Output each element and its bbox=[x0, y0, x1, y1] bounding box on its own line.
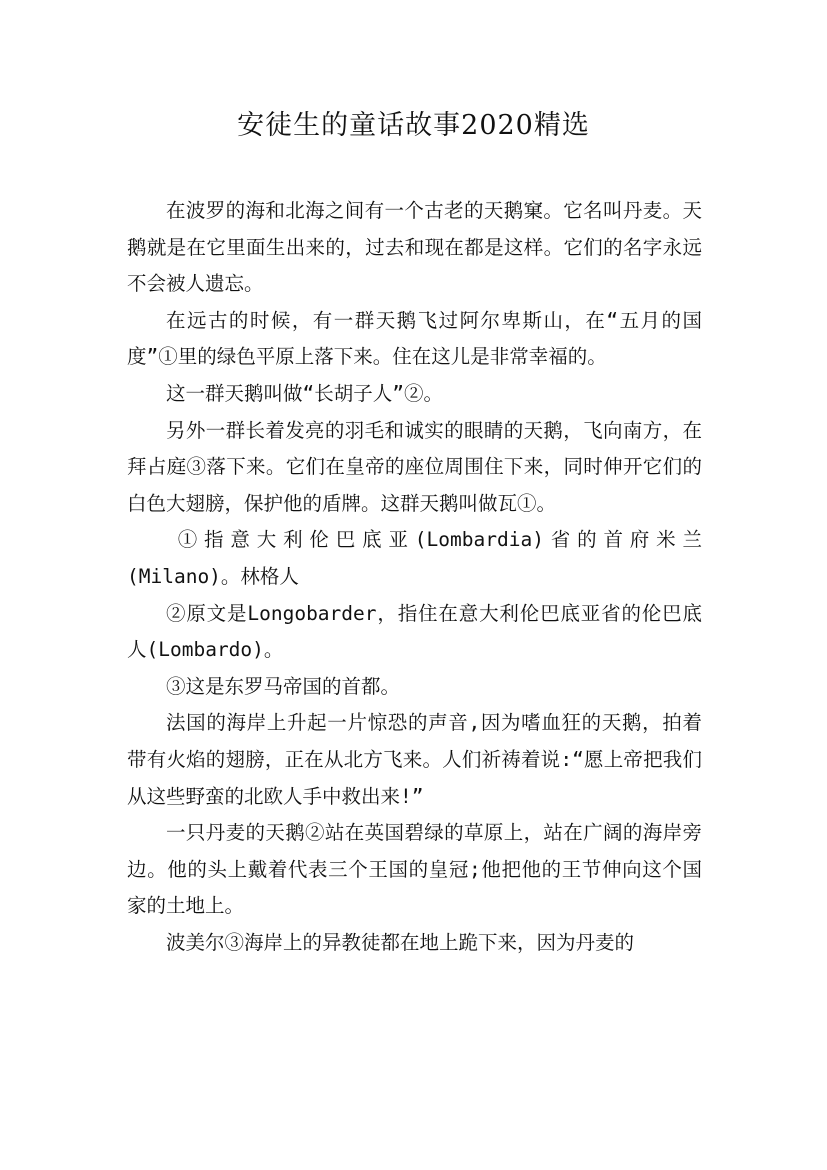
paragraph: 法国的海岸上升起一片惊恐的声音,因为嗜血狂的天鹅，拍着带有火焰的翅膀，正在从北方飞来。人们祈祷着说:“愿上帝把我们从这些野蛮的北欧人手中救出来!” bbox=[127, 711, 702, 808]
paragraph: 另外一群长着发亮的羽毛和诚实的眼睛的天鹅，飞向南方，在拜占庭③落下来。它们在皇帝的座位周围住下来，同时伸开它们的白色大翅膀，保护他的盾牌。这群天鹅叫做瓦①。 bbox=[127, 418, 702, 515]
paragraph: 在波罗的海和北海之间有一个古老的天鹅窠。它名叫丹麦。天鹅就是在它里面生出来的，过去和现在都是这样。它们的名字永远不会被人遗忘。 bbox=[127, 199, 702, 296]
paragraph: 在远古的时候，有一群天鹅飞过阿尔卑斯山，在“五月的国度”①里的绿色平原上落下来。住在这儿是非常幸福的。 bbox=[127, 308, 702, 369]
footnote-3: ③这是东罗马帝国的首都。 bbox=[166, 674, 401, 698]
document-title: 安徒生的童话故事2020精选 bbox=[237, 110, 590, 141]
paragraph: 这一群天鹅叫做“长胡子人”②。 bbox=[166, 381, 443, 405]
paragraph: 波美尔③海岸上的异教徒都在地上跪下来，因为丹麦的 bbox=[166, 930, 635, 954]
footnote-1: ①指意大利伦巴底亚(Lombardia)省的首府米兰(Milano)。林格人 bbox=[127, 528, 702, 588]
footnote-2: ②原文是Longobarder，指住在意大利伦巴底亚省的伦巴底人(Lombardo)。 bbox=[127, 601, 702, 662]
paragraph: 一只丹麦的天鹅②站在英国碧绿的草原上，站在广阔的海岸旁边。他的头上戴着代表三个王国的皇冠;他把他的王节伸向这个国家的土地上。 bbox=[127, 821, 702, 918]
document-body bbox=[127, 193, 702, 961]
